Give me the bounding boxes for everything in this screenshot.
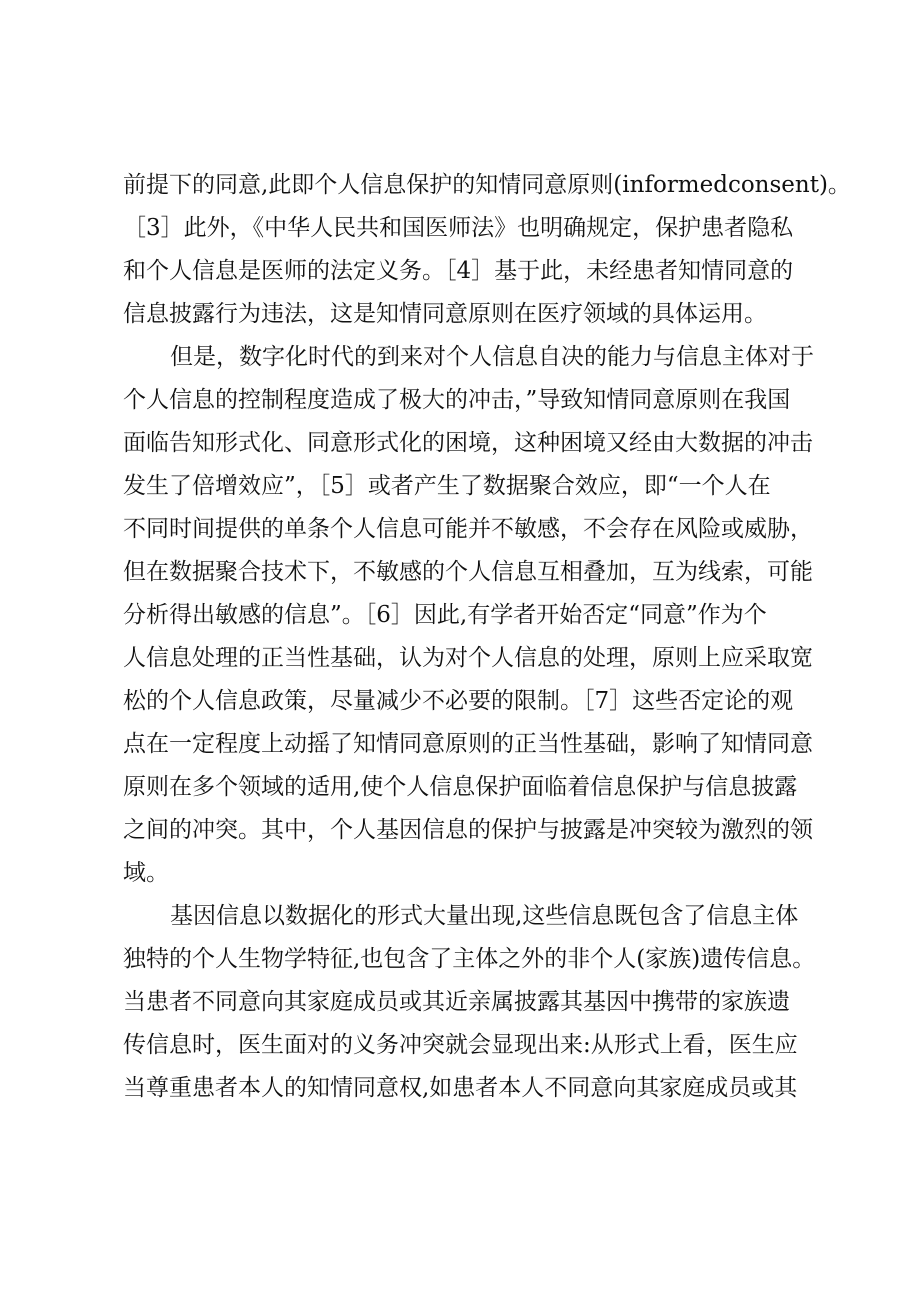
text-line-content: 原则在多个领域的适用,使个人信息保护面临着信息保护与信息披露 (123, 774, 798, 800)
text-line-content: 之间的冲突。其中，个人基因信息的保护与披露是冲突较为激烈的领 (123, 817, 813, 843)
text-line (0, 294, 920, 334)
text-line (0, 509, 920, 549)
text-line-content: 人信息处理的正当性基础，认为对个人信息的处理，原则上应采取宽 (123, 645, 813, 671)
text-line (0, 681, 920, 721)
text-line-content: 信息披露行为违法，这是知情同意原则在医疗领域的具体运用。 (123, 301, 767, 327)
text-line-content: ［3］此外，《中华人民共和国医师法》也明确规定，保护患者隐私 (123, 215, 794, 241)
text-line-content: 松的个人信息政策，尽量减少不必要的限制。［7］这些否定论的观 (123, 688, 794, 714)
text-line-content: 前提下的同意,此即个人信息保护的知情同意原则(informedconsent)。 (123, 172, 851, 198)
text-line (0, 208, 920, 248)
text-line (0, 939, 920, 979)
text-line-content: 但在数据聚合技术下，不敏感的个人信息互相叠加，互为线索，可能 (123, 559, 813, 585)
text-line (0, 896, 920, 936)
text-line (0, 982, 920, 1022)
text-line (0, 853, 920, 893)
text-line (0, 767, 920, 807)
text-line-content: 基因信息以数据化的形式大量出现,这些信息既包含了信息主体 (170, 903, 799, 929)
text-line (0, 423, 920, 463)
text-line (0, 380, 920, 420)
text-line (0, 165, 920, 205)
text-line (0, 1068, 920, 1108)
text-line-content: 和个人信息是医师的法定义务。［4］基于此，未经患者知情同意的 (123, 258, 794, 284)
text-line-content: 点在一定程度上动摇了知情同意原则的正当性基础，影响了知情同意 (123, 731, 813, 757)
text-line (0, 251, 920, 291)
text-line (0, 1025, 920, 1065)
text-line-content: 当尊重患者本人的知情同意权,如患者本人不同意向其家庭成员或其 (123, 1075, 798, 1101)
text-line (0, 638, 920, 678)
text-line (0, 810, 920, 850)
text-line-content: 传信息时，医生面对的义务冲突就会显现出来:从形式上看，医生应 (123, 1032, 798, 1058)
text-line-content: 分析得出敏感的信息”。［6］因此,有学者开始否定“同意”作为个 (123, 602, 767, 628)
text-line (0, 595, 920, 635)
text-line (0, 552, 920, 592)
text-line (0, 466, 920, 506)
text-line-content: 但是，数字化时代的到来对个人信息自决的能力与信息主体对于 (170, 344, 814, 370)
text-line-content: 发生了倍增效应”，［5］或者产生了数据聚合效应，即“一个人在 (123, 473, 771, 499)
text-line-content: 个人信息的控制程度造成了极大的冲击，”导致知情同意原则在我国 (123, 387, 791, 413)
text-line-content: 面临告知形式化、同意形式化的困境，这种困境又经由大数据的冲击 (123, 430, 813, 456)
text-line (0, 337, 920, 377)
text-line-content: 域。 (123, 860, 169, 886)
text-line-content: 不同时间提供的单条个人信息可能并不敏感，不会存在风险或威胁， (123, 516, 813, 542)
text-line (0, 724, 920, 764)
text-line-content: 独特的个人生物学特征,也包含了主体之外的非个人(家族)遗传信息。 (123, 946, 816, 972)
text-line-content: 当患者不同意向其家庭成员或其近亲属披露其基因中携带的家族遗 (123, 989, 790, 1015)
